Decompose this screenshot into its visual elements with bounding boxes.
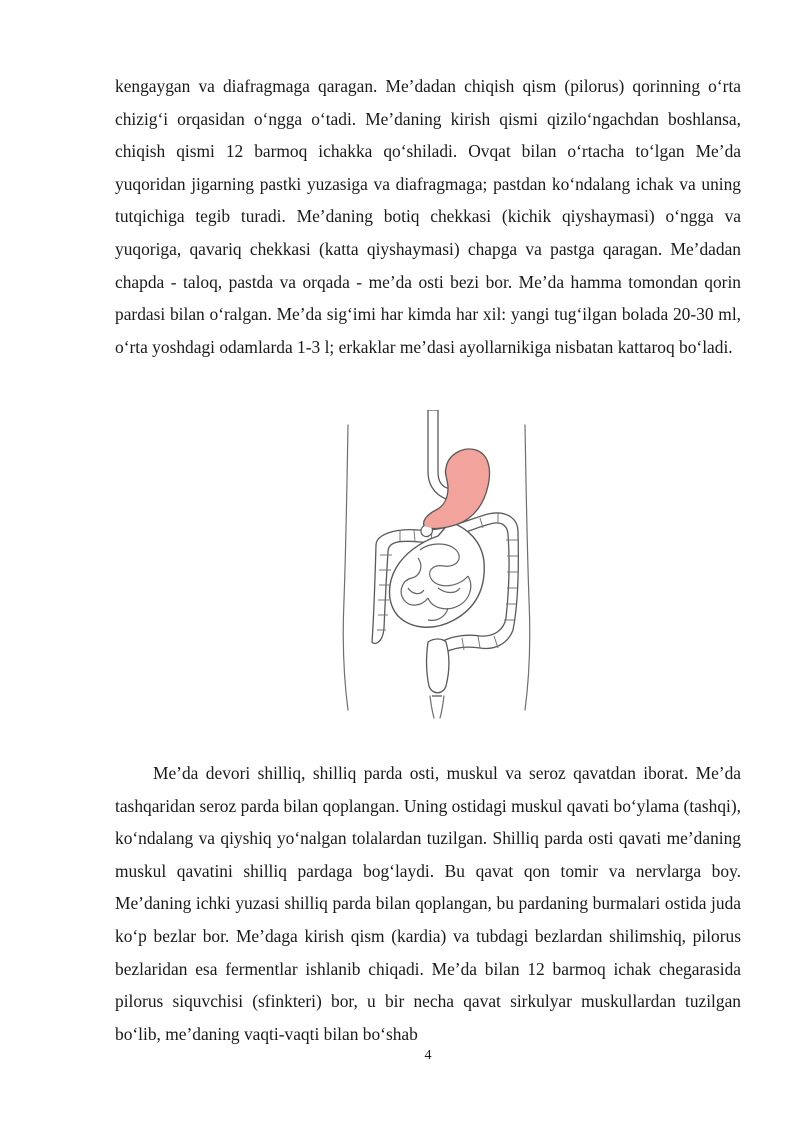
rectum <box>427 639 449 696</box>
body-paragraph-2: Me’da devori shilliq, shilliq parda osti, muskul va seroz qavatdan iborat. Me’da tashqaridan seroz parda bilan qoplangan. Uning ostidagi muskul qavati bo‘ylama (tashqi), ko‘ndalang va qiyshiq yo‘nalgan tolalardan tuzilgan. Shilliq parda osti qavati me’daning muskul qavatini shilliq pardaga bog‘laydi. Bu qavat qon tomir va nervlarga boy. Me’daning ichki yuzasi shilliq parda bilan qoplangan, bu pardaning burmalari ostida juda ko‘p bezlar bor. Me’daga kirish qism (kardia) va tubdagi bezlardan shilimshiq, pilorus bezlaridan esa fermentlar ishlanib chiqadi. Me’da bilan 12 barmoq ichak chegarasida pilorus siquvchisi (sfinkteri) bor, u bir necha qavat sirkulyar muskullardan tuzilgan bo‘lib, me’daning vaqti-vaqti bilan bo‘shab <box>115 763 741 1044</box>
page-number: 4 <box>424 1048 432 1063</box>
esophagus <box>428 410 450 499</box>
digestive-system-illustration <box>328 410 548 720</box>
body-paragraph-1: kengaygan va diafragmaga qaragan. Me’dadan chiqish qism (pilorus) qorinning o‘rta chizig‘i orqasidan o‘ngga o‘tadi. Me’daning kirish qismi qizilo‘ngachdan boshlansa, chiqish qismi 12 barmoq ichakka qo‘shiladi. Ovqat bilan o‘rtacha to‘lgan Me’da yuqoridan jigarning pastki yuzasiga va diafragmaga; pastdan ko‘ndalang ichak va uning tutqichiga tegib turadi. Me’daning botiq chekkasi (kichik qiyshaymasi) o‘ngga va yuqoriga, qavariq chekkasi (katta qiyshaymasi) chapga va pastga qaragan. Me’dadan chapda - taloq, pastda va orqada - me’da osti bezi bor. Me’da hamma tomondan qorin pardasi bilan o‘ralgan. Me’da sig‘imi har kimda har xil: yangi tug‘ilgan bolada 20-30 ml, o‘rta yoshdagi odamlarda 1-3 l; erkaklar me’dasi ayollarnikiga nisbatan kattaroq bo‘ladi. <box>115 76 741 357</box>
